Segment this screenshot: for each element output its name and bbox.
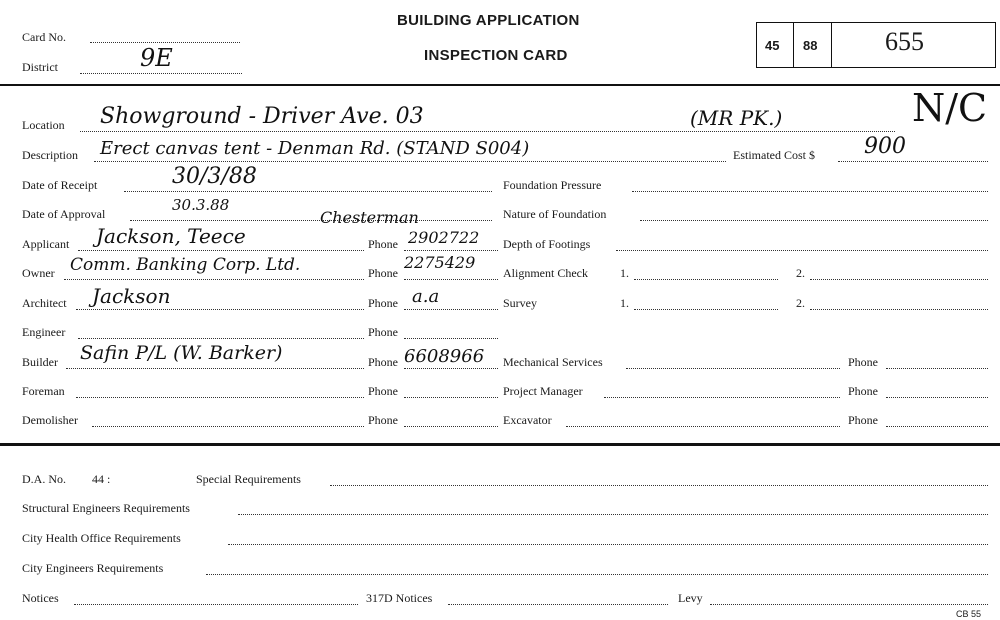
architect-phone-label: Phone [368, 296, 398, 310]
excavator-label: Excavator [503, 413, 552, 427]
location-label: Location [22, 118, 65, 132]
structural-requirements-line [238, 514, 988, 515]
architect-line [76, 309, 364, 310]
location-line [80, 131, 895, 132]
ref-b: 88 [803, 38, 818, 53]
city-engineers-requirements-line [206, 574, 988, 575]
mechanical-services-line [626, 368, 840, 369]
estimated-cost-line [838, 161, 988, 162]
applicant-phone-label: Phone [368, 237, 398, 251]
excavator-line [566, 426, 840, 427]
owner-value: Comm. Banking Corp. Ltd. [70, 255, 301, 275]
date-approval-value: 30.3.88 [172, 196, 230, 214]
depth-footings-label: Depth of Footings [503, 237, 591, 251]
da-no-value: 44 : [92, 472, 111, 486]
foreman-phone-line [404, 397, 498, 398]
applicant-value: Jackson, Teece [96, 224, 246, 248]
mechanical-services-phone-label: Phone [848, 355, 878, 369]
builder-value: Safin P/L (W. Barker) [80, 342, 283, 364]
builder-line [66, 368, 364, 369]
engineer-line [78, 338, 364, 339]
owner-line [64, 279, 364, 280]
foundation-pressure-line [632, 191, 988, 192]
architect-label: Architect [22, 296, 67, 310]
health-requirements-line [228, 544, 988, 545]
owner-phone-line [404, 279, 498, 280]
foreman-label: Foreman [22, 384, 65, 398]
project-manager-line [604, 397, 840, 398]
location-note: (MR PK.) [690, 106, 783, 130]
demolisher-label: Demolisher [22, 413, 78, 427]
project-manager-phone-label: Phone [848, 384, 878, 398]
district-value: 9E [140, 44, 173, 72]
health-requirements-label: City Health Office Requirements [22, 531, 181, 545]
card-no-line [90, 42, 240, 43]
builder-label: Builder [22, 355, 58, 369]
demolisher-phone-line [404, 426, 498, 427]
builder-phone-line [404, 368, 498, 369]
estimated-cost-value: 900 [864, 134, 906, 159]
project-manager-label: Project Manager [503, 384, 583, 398]
form-title-line2: INSPECTION CARD [424, 47, 568, 64]
mechanical-services-label: Mechanical Services [503, 355, 603, 369]
depth-footings-line [616, 250, 988, 251]
engineer-phone-label: Phone [368, 325, 398, 339]
alignment-check-line-2 [810, 279, 988, 280]
special-requirements-label: Special Requirements [196, 472, 301, 486]
demolisher-line [92, 426, 364, 427]
builder-phone: 6608966 [404, 346, 485, 367]
foreman-line [76, 397, 364, 398]
description-line [94, 161, 726, 162]
city-engineers-requirements-label: City Engineers Requirements [22, 561, 164, 575]
nature-foundation-line [640, 220, 988, 221]
foreman-phone-label: Phone [368, 384, 398, 398]
owner-phone: 2275429 [404, 253, 476, 272]
builder-phone-label: Phone [368, 355, 398, 369]
notices-label: Notices [22, 591, 59, 605]
owner-label: Owner [22, 266, 55, 280]
applicant-phone-line [404, 250, 498, 251]
notices-317d-label: 317D Notices [366, 591, 433, 605]
card-no-label: Card No. [22, 30, 66, 44]
form-title-line1: BUILDING APPLICATION [397, 12, 580, 29]
alignment-check-n2: 2. [796, 266, 805, 280]
nature-foundation-label: Nature of Foundation [503, 207, 607, 221]
description-value: Erect canvas tent - Denman Rd. (STAND S004) [100, 138, 530, 159]
notices-317d-line [448, 604, 668, 605]
description-label: Description [22, 148, 78, 162]
location-value: Showground - Driver Ave. 03 [100, 104, 424, 129]
survey-line-1 [634, 309, 778, 310]
date-approval-line [130, 220, 492, 221]
ref-divider [831, 23, 832, 67]
alignment-check-n1: 1. [620, 266, 629, 280]
alignment-check-label: Alignment Check [503, 266, 588, 280]
excavator-phone-line [886, 426, 988, 427]
special-requirements-line [330, 485, 988, 486]
date-receipt-value: 30/3/88 [172, 164, 257, 189]
survey-line-2 [810, 309, 988, 310]
applicant-label: Applicant [22, 237, 70, 251]
district-label: District [22, 60, 58, 74]
survey-label: Survey [503, 296, 537, 310]
excavator-phone-label: Phone [848, 413, 878, 427]
survey-n2: 2. [796, 296, 805, 310]
owner-phone-label: Phone [368, 266, 398, 280]
header-rule [0, 84, 1000, 86]
architect-phone: a.a [412, 286, 440, 307]
structural-requirements-label: Structural Engineers Requirements [22, 501, 190, 515]
mechanical-services-phone-line [886, 368, 988, 369]
levy-label: Levy [678, 591, 703, 605]
applicant-line [78, 250, 364, 251]
ref-a: 45 [765, 38, 780, 53]
levy-line [710, 604, 988, 605]
corner-mark: N/C [912, 86, 988, 130]
district-line [80, 73, 242, 74]
foundation-pressure-label: Foundation Pressure [503, 178, 602, 192]
form-code: CB 55 [956, 609, 982, 619]
applicant-extra: Chesterman [320, 208, 419, 227]
da-no-label: D.A. No. [22, 472, 66, 486]
demolisher-phone-label: Phone [368, 413, 398, 427]
card-number: 655 [885, 27, 924, 56]
estimated-cost-label: Estimated Cost $ [733, 148, 815, 162]
notices-line [74, 604, 358, 605]
reference-box [756, 22, 996, 68]
date-receipt-label: Date of Receipt [22, 178, 98, 192]
architect-phone-line [404, 309, 498, 310]
date-approval-label: Date of Approval [22, 207, 106, 221]
alignment-check-line-1 [634, 279, 778, 280]
survey-n1: 1. [620, 296, 629, 310]
engineer-phone-line [404, 338, 498, 339]
section-rule [0, 443, 1000, 446]
architect-value: Jackson [92, 284, 171, 308]
applicant-phone: 2902722 [408, 228, 480, 247]
date-receipt-line [124, 191, 492, 192]
ref-divider [793, 23, 794, 67]
project-manager-phone-line [886, 397, 988, 398]
engineer-label: Engineer [22, 325, 66, 339]
